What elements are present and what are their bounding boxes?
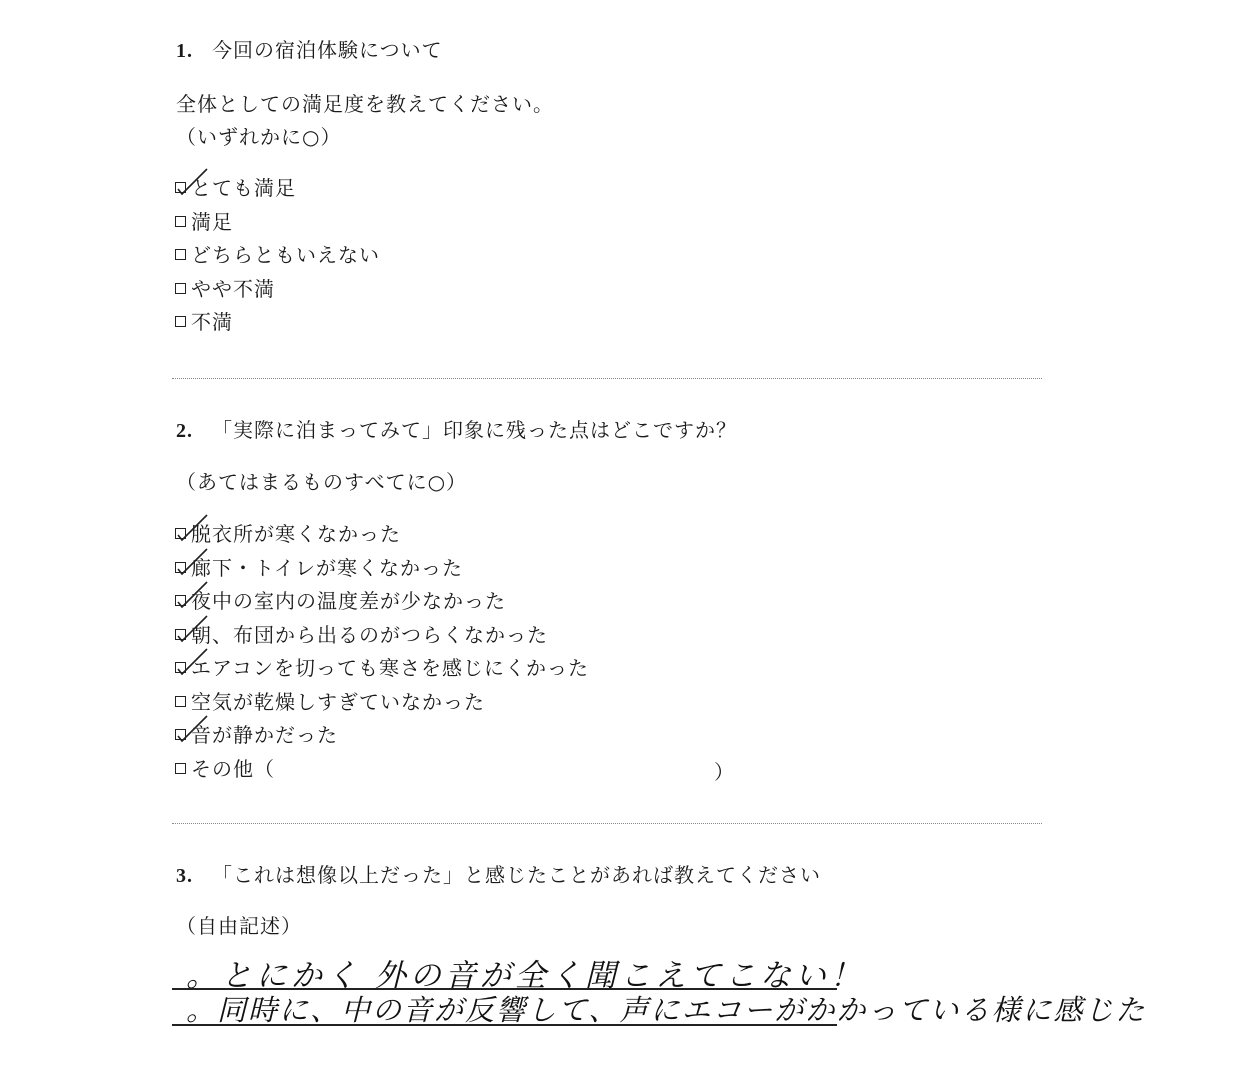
checkbox[interactable] [175,763,186,774]
q1-number: 1. [176,40,193,62]
q3-instruction: （自由記述） [176,914,302,938]
option-label: やや不満 [191,276,275,301]
checkbox-option[interactable] [175,686,485,715]
checkbox[interactable] [175,216,186,227]
checkbox-option[interactable] [175,585,506,614]
checkbox[interactable] [175,249,186,260]
option-label: 不満 [191,310,233,334]
option-label: その他（ [191,756,275,781]
q1-question: 全体としての満足度を教えてください。 [176,92,554,116]
option-label: 脱衣所が寒くなかった [191,522,401,546]
q1-title [176,34,443,63]
checkbox[interactable] [175,182,186,193]
checkbox[interactable] [175,662,186,673]
checkbox-option[interactable] [175,206,233,235]
checkbox-option[interactable] [175,172,296,201]
checkbox-option[interactable] [175,518,401,547]
q3-title [176,859,821,888]
checkbox-option[interactable] [175,652,589,681]
q1-title-text: 今回の宿泊体験について [212,38,443,62]
q2-number: 2. [176,420,193,442]
checkbox[interactable] [175,316,186,327]
option-label: 満足 [191,209,233,234]
q2-title-text: 「実際に泊まってみて」印象に残った点はどこですか？ [212,418,737,442]
q3-number: 3. [176,865,193,887]
checkbox-option[interactable] [175,552,463,581]
q3-answer-line-2: 。同時に、中の音が反響して、声にエコーがかかっている様に感じた [186,993,1147,1027]
checkbox-option[interactable] [175,306,233,335]
option-label: 廊下・トイレが寒くなかった [191,555,463,580]
checkbox[interactable] [175,629,186,640]
q2-title [176,414,737,443]
option-label: 音が静かだった [191,723,338,747]
section-divider [172,823,1042,824]
option-label: 朝、布団から出るのがつらくなかった [191,622,548,647]
checkbox[interactable] [175,595,186,606]
option-label: エアコンを切っても寒さを感じにくかった [191,656,589,680]
checkbox-option[interactable] [175,619,548,648]
checkbox-option[interactable] [175,273,275,302]
option-label: どちらともいえない [191,243,380,267]
checkbox-option[interactable] [175,753,275,782]
checkbox[interactable] [175,283,186,294]
checkbox[interactable] [175,528,186,539]
option-label: 空気が乾燥しすぎていなかった [191,689,485,714]
checkbox[interactable] [175,696,186,707]
option-label: 夜中の室内の温度差が少なかった [191,589,506,613]
q2-instruction: （あてはまるものすべてに○） [176,470,468,494]
other-close-paren: ） [714,760,735,784]
q1-instruction: （いずれかに○） [176,125,342,149]
section-divider [172,378,1042,379]
q3-answer-line-1: 。とにかく 外の音が全く聞こえてこない！ [186,958,865,994]
option-label: とても満足 [191,176,296,200]
q3-title-text: 「これは想像以上だった」と感じたことがあれば教えてください [212,863,821,887]
checkbox[interactable] [175,729,186,740]
answer-underline [172,1024,837,1026]
checkbox-option[interactable] [175,719,338,748]
checkbox[interactable] [175,562,186,573]
checkbox-option[interactable] [175,239,380,268]
